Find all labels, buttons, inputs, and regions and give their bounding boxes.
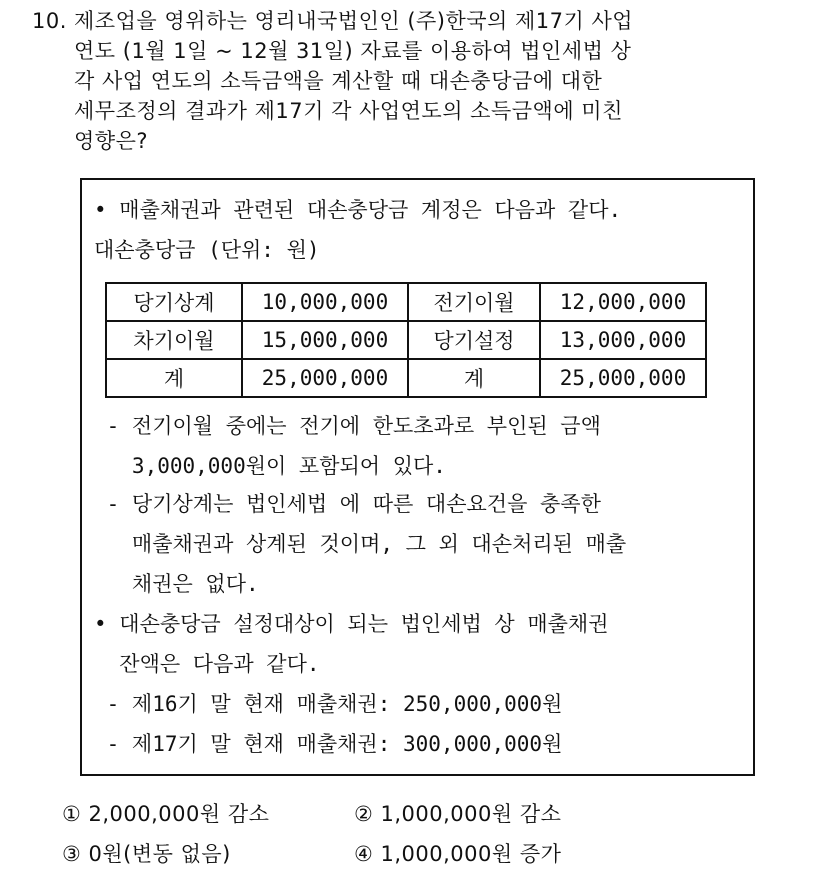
table-cell: 25,000,000	[540, 359, 706, 397]
question-text-line: 영향은?	[74, 129, 149, 153]
table-cell: 전기이월	[408, 283, 540, 321]
allowance-account-table	[105, 282, 707, 398]
table-cell: 10,000,000	[242, 283, 408, 321]
table-cell: 12,000,000	[540, 283, 706, 321]
note-line: 채권은 없다.	[94, 572, 259, 596]
question-text-line: 연도 (1월 1일 ~ 12월 31일) 자료를 이용하여 법인세법 상	[74, 39, 632, 63]
balance-line: - 제16기 말 현재 매출채권: 250,000,000원	[94, 692, 563, 716]
table-cell: 당기상계	[106, 283, 242, 321]
table-cell: 당기설정	[408, 321, 540, 359]
table-cell: 25,000,000	[242, 359, 408, 397]
bullet-line: • 대손충당금 설정대상이 되는 법인세법 상 매출채권	[94, 612, 609, 636]
choice-row	[62, 794, 646, 834]
data-box	[80, 178, 755, 776]
balance-line: - 제17기 말 현재 매출채권: 300,000,000원	[94, 732, 563, 756]
note-line: 3,000,000원이 포함되어 있다.	[94, 454, 446, 478]
question-text-line: 세무조정의 결과가 제17기 각 사업연도의 소득금액에 미친	[74, 99, 623, 123]
choice-1[interactable]: ① 2,000,000원 감소	[62, 802, 270, 826]
question-text-line: 각 사업 연도의 소득금액을 계산할 때 대손충당금에 대한	[74, 69, 603, 93]
table-caption: 대손충당금 (단위: 원)	[94, 238, 320, 262]
note-line: - 당기상계는 법인세법 에 따른 대손요건을 충족한	[94, 492, 601, 516]
answer-choices	[62, 794, 646, 874]
question	[32, 6, 812, 156]
choice-2[interactable]: ② 1,000,000원 감소	[354, 802, 562, 826]
table-cell: 13,000,000	[540, 321, 706, 359]
box-intro: • 매출채권과 관련된 대손충당금 계정은 다음과 같다.	[94, 198, 622, 222]
question-first-line	[32, 6, 812, 36]
question-text-line: 제조업을 영위하는 영리내국법인인 (주)한국의 제17기 사업	[74, 9, 634, 33]
note-line: 매출채권과 상계된 것이며, 그 외 대손처리된 매출	[94, 532, 627, 556]
table-cell: 계	[106, 359, 242, 397]
choice-4[interactable]: ④ 1,000,000원 증가	[354, 842, 562, 866]
choice-row	[62, 834, 646, 874]
table-cell: 차기이월	[106, 321, 242, 359]
table-row	[106, 321, 706, 359]
table-row	[106, 283, 706, 321]
table-row	[106, 359, 706, 397]
choice-3[interactable]: ③ 0원(변동 없음)	[62, 842, 231, 866]
bullet-line: 잔액은 다음과 같다.	[94, 652, 320, 676]
table-cell: 15,000,000	[242, 321, 408, 359]
table-cell: 계	[408, 359, 540, 397]
note-line: - 전기이월 중에는 전기에 한도초과로 부인된 금액	[94, 414, 601, 438]
question-number: 10.	[32, 9, 67, 33]
